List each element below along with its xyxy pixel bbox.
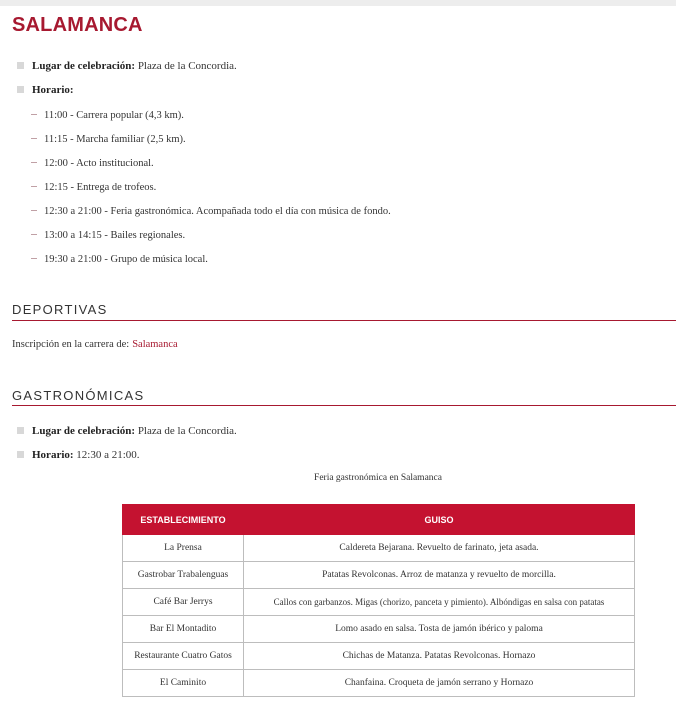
- table-row: [123, 670, 635, 697]
- cell-establecimiento: Restaurante Cuatro Gatos: [123, 643, 244, 670]
- dash-icon: [31, 114, 37, 115]
- schedule-item: 12:15 - Entrega de trofeos.: [31, 181, 156, 195]
- header-establecimiento: ESTABLECIMIENTO: [123, 505, 244, 535]
- cell-guiso: Caldereta Bejarana. Revuelto de farinato, jeta asada.: [244, 535, 635, 562]
- establishments-table: [122, 504, 635, 697]
- schedule-item: 13:00 a 14:15 - Bailes regionales.: [31, 229, 185, 243]
- dash-icon: [31, 258, 37, 259]
- dash-icon: [31, 210, 37, 211]
- bullet-square-icon: [17, 86, 24, 93]
- bullet-square-icon: [17, 427, 24, 434]
- bullet-square-icon: [17, 451, 24, 458]
- gastronomicas-heading: GASTRONÓMICAS: [12, 388, 145, 403]
- table-row: [123, 643, 635, 670]
- cell-guiso: Lomo asado en salsa. Tosta de jamón ibérico y paloma: [244, 616, 635, 643]
- gastro-lugar-item: [17, 424, 237, 438]
- schedule-item: 12:30 a 21:00 - Feria gastronómica. Acompañada todo el día con música de fondo.: [31, 205, 391, 219]
- table-row: [123, 535, 635, 562]
- header-guiso: GUISO: [244, 505, 635, 535]
- horario-label: Horario:: [32, 84, 74, 96]
- gastronomicas-divider: [12, 405, 676, 406]
- cell-guiso: Chanfaina. Croqueta de jamón serrano y Hornazo: [244, 670, 635, 697]
- dash-icon: [31, 162, 37, 163]
- dash-icon: [31, 234, 37, 235]
- cell-establecimiento: El Caminito: [123, 670, 244, 697]
- salamanca-link[interactable]: Salamanca: [132, 339, 178, 350]
- deportivas-text: Inscripción en la carrera de: Salamanca: [12, 339, 178, 350]
- lugar-value: Plaza de la Concordia.: [137, 60, 237, 72]
- cell-guiso: Callos con garbanzos. Migas (chorizo, panceta y pimiento). Albóndigas en salsa con patatas: [244, 589, 635, 616]
- lugar-item: [17, 59, 237, 73]
- cell-guiso: Chichas de Matanza. Patatas Revolconas. Hornazo: [244, 643, 635, 670]
- schedule-item: 19:30 a 21:00 - Grupo de música local.: [31, 253, 208, 267]
- table-caption: Feria gastronómica en Salamanca: [314, 473, 442, 483]
- dash-icon: [31, 138, 37, 139]
- lugar-label: Lugar de celebración:: [32, 60, 136, 72]
- cell-establecimiento: Gastrobar Trabalenguas: [123, 562, 244, 589]
- gastro-horario-label: Horario:: [32, 449, 74, 461]
- table-row: [123, 562, 635, 589]
- schedule-item: 11:15 - Marcha familiar (2,5 km).: [31, 133, 186, 147]
- page-title: SALAMANCA: [12, 14, 143, 36]
- top-bar: [0, 0, 676, 6]
- cell-establecimiento: La Prensa: [123, 535, 244, 562]
- table-row: [123, 589, 635, 616]
- gastro-horario-value: 12:30 a 21:00.: [76, 449, 140, 461]
- gastro-lugar-label: Lugar de celebración:: [32, 425, 136, 437]
- table-row: [123, 616, 635, 643]
- schedule-item: 12:00 - Acto institucional.: [31, 157, 154, 171]
- bullet-square-icon: [17, 62, 24, 69]
- dash-icon: [31, 186, 37, 187]
- schedule-item: 11:00 - Carrera popular (4,3 km).: [31, 109, 184, 123]
- cell-establecimiento: Café Bar Jerrys: [123, 589, 244, 616]
- deportivas-heading: DEPORTIVAS: [12, 302, 108, 317]
- horario-item: [17, 83, 74, 97]
- deportivas-divider: [12, 320, 676, 321]
- table-header-row: [123, 505, 635, 535]
- cell-establecimiento: Bar El Montadito: [123, 616, 244, 643]
- gastro-lugar-value: Plaza de la Concordia.: [137, 425, 237, 437]
- gastro-horario-item: [17, 448, 140, 462]
- cell-guiso: Patatas Revolconas. Arroz de matanza y revuelto de morcilla.: [244, 562, 635, 589]
